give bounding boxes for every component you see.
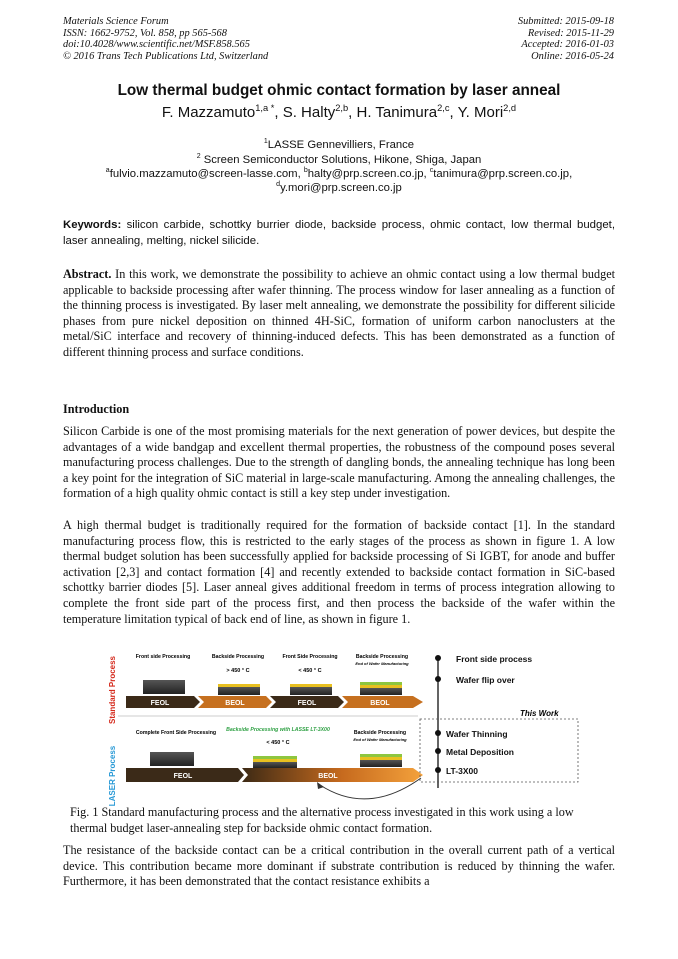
abstract: Abstract. In this work, we demonstrate the possibility to achieve an ohmic contact using a low thermal budget applicable to backside processing after wafer thinning. The process window for laser annealing as a function of the thinning process is investigated. By laser melt annealing, we demonstrate the possibility for different silicide phases from pure nickel deposition on thinned 4H-SiC, formation of uniform carbon nanoclusters at the metal/SiC interface and recovery of thinning-induced defects. This has been demonstrated as a function of different thinning process and surface conditions. bbox=[63, 267, 615, 359]
timeline-label: Wafer Thinning bbox=[446, 729, 508, 739]
timeline-dot bbox=[435, 767, 441, 773]
author-list: F. Mazzamuto$^{1,a *}$, S. Halty$^{2,b}$, H. Tanimura$^{2,c}$, Y. Mori$^{2,d}$ bbox=[161, 103, 517, 121]
email-link[interactable]: fulvio.mazzamuto@screen-lasse.com bbox=[109, 168, 298, 180]
step-note: End of Wafer Manufacturing bbox=[353, 737, 407, 742]
step-temp: < 450 ° C bbox=[266, 740, 290, 746]
affiliation: $^2$ Screen Semiconductor Solutions, Hikone, Shiga, Japan bbox=[196, 153, 482, 166]
laser-wafers bbox=[150, 752, 402, 768]
figure-caption: Fig. 1 Standard manufacturing process and the alternative process investigated in this work using a low thermal budget laser-annealing step for backside ohmic contact formation. bbox=[70, 805, 574, 835]
email-line: $^d$y.mori@prp.screen.co.jp bbox=[276, 181, 402, 194]
author: Y. Mori bbox=[457, 104, 504, 121]
wafer-icon bbox=[360, 754, 402, 757]
wafer-icon bbox=[253, 756, 297, 759]
timeline-label: Front side process bbox=[456, 654, 533, 664]
standard-wafers bbox=[143, 680, 402, 695]
flow-label: FEOL bbox=[150, 700, 170, 707]
standard-step-labels bbox=[136, 654, 409, 674]
timeline-dot bbox=[435, 655, 441, 661]
step-title: Front Side Processing bbox=[282, 654, 338, 660]
email-line: $^a$fulvio.mazzamuto@screen-lasse.com, $^b$halty@prp.screen.co.jp, $^c$tanimura@prp.screen.co.jp, bbox=[105, 167, 573, 180]
paragraph: The resistance of the backside contact can be a critical contribution in the overall current path of a vertical device. This contribution became more dominant if substrate contribution is reduced by thinning the wafer. Furthermore, it has been demonstrated that the contact resistance exhibits a bbox=[63, 843, 615, 889]
laser-process-label: LASER Process bbox=[108, 745, 117, 807]
wafer-icon bbox=[143, 680, 185, 694]
keywords: Keywords: silicon carbide, schottky burrier diode, backside process, ohmic contact, low thermal budget, laser annealing, melting, nickel silicide. bbox=[63, 219, 615, 247]
section-heading: Introduction bbox=[63, 402, 130, 416]
flow-label: FEOL bbox=[297, 700, 317, 707]
affiliation: $^1$LASSE Gennevilliers, France bbox=[263, 138, 415, 151]
step-temp: > 450 ° C bbox=[226, 668, 250, 674]
timeline-dot bbox=[435, 730, 441, 736]
paragraph: A high thermal budget is traditionally required for the formation of backside contact [1]. In the standard manufacturing process flow, this is restricted to the early stages of the process as shown in figure 1. A low thermal budget solution has been successfully applied for backside processing of Si IGBT, for anode and buffer activation [2,3] and contact formation [4] and recently extended to backside contact formation in SiC-based schottky barrier diodes [5]. Laser anneal gives additional freedom in terms of process integration allowing to complete the front side part of the process first, and then process the backside of the wafer within the temperature limitation typical of back end of line, as shown in figure 1. bbox=[63, 518, 615, 626]
laser-flow-bar bbox=[126, 768, 423, 782]
publication-dates: Submitted: 2015-09-18 Revised: 2015-11-29 Accepted: 2016-01-03 Online: 2016-05-24 bbox=[517, 16, 614, 62]
flow-label: BEOL bbox=[318, 773, 338, 780]
step-title: Backside Processing bbox=[211, 654, 265, 660]
journal-info: Materials Science Forum ISSN: 1662-9752, Vol. 858, pp 565-568 doi:10.4028/www.scientific.net/MSF.858.565 © 2016 Trans Tech Publications Ltd, Switzerland bbox=[63, 16, 269, 62]
email-link[interactable]: y.mori@prp.screen.co.jp bbox=[280, 182, 402, 194]
step-title: Backside Processing with LASSE LT-3X00 bbox=[226, 727, 330, 733]
flow-label: BEOL bbox=[370, 700, 390, 707]
wafer-icon bbox=[150, 752, 194, 766]
flow-label: FEOL bbox=[173, 773, 193, 780]
wafer-icon bbox=[290, 684, 332, 687]
step-note: End of Wafer Manufacturing bbox=[355, 661, 409, 666]
step-title: Complete Front Side Processing bbox=[135, 730, 217, 736]
wafer-icon bbox=[360, 682, 402, 685]
paper-title: Low thermal budget ohmic contact formation by laser anneal bbox=[117, 82, 561, 99]
step-title: Backside Processing bbox=[355, 654, 409, 660]
this-work-label: This Work bbox=[520, 709, 559, 718]
laser-step-labels bbox=[136, 727, 407, 746]
author: S. Halty bbox=[282, 104, 336, 121]
standard-process-label: Standard Process bbox=[108, 655, 117, 725]
author: F. Mazzamuto bbox=[161, 104, 256, 121]
timeline-dot bbox=[435, 748, 441, 754]
timeline-label: Wafer flip over bbox=[456, 675, 515, 685]
timeline-dot bbox=[435, 676, 441, 682]
timeline-label: LT-3X00 bbox=[446, 766, 478, 776]
paragraph: Silicon Carbide is one of the most promising materials for the next generation of power devices, but despite the advantages of a wide bandgap and excellent thermal properties, the robustness of the compound poses several manufacturing process challenges. Due to the strength of dangling bonds, the annealing technique has long been a key point for the integration of SiC material in large-scale manufacturing. Among the annealing challenges, the formation of a high quality ohmic contact is still a key step under investigation. bbox=[63, 424, 615, 501]
step-title: Front side Processing bbox=[135, 654, 191, 660]
wafer-icon bbox=[218, 684, 260, 687]
standard-flow-bar bbox=[126, 696, 423, 708]
flow-label: BEOL bbox=[225, 700, 245, 707]
figure-1-process-flow bbox=[88, 648, 583, 810]
timeline-label: Metal Deposition bbox=[446, 747, 515, 757]
email-link[interactable]: halty@prp.screen.co.jp bbox=[307, 168, 424, 180]
email-link[interactable]: tanimura@prp.screen.co.jp bbox=[433, 168, 570, 180]
step-temp: < 450 ° C bbox=[298, 668, 322, 674]
step-title: Backside Processing bbox=[353, 730, 407, 736]
author: H. Tanimura bbox=[356, 104, 438, 121]
